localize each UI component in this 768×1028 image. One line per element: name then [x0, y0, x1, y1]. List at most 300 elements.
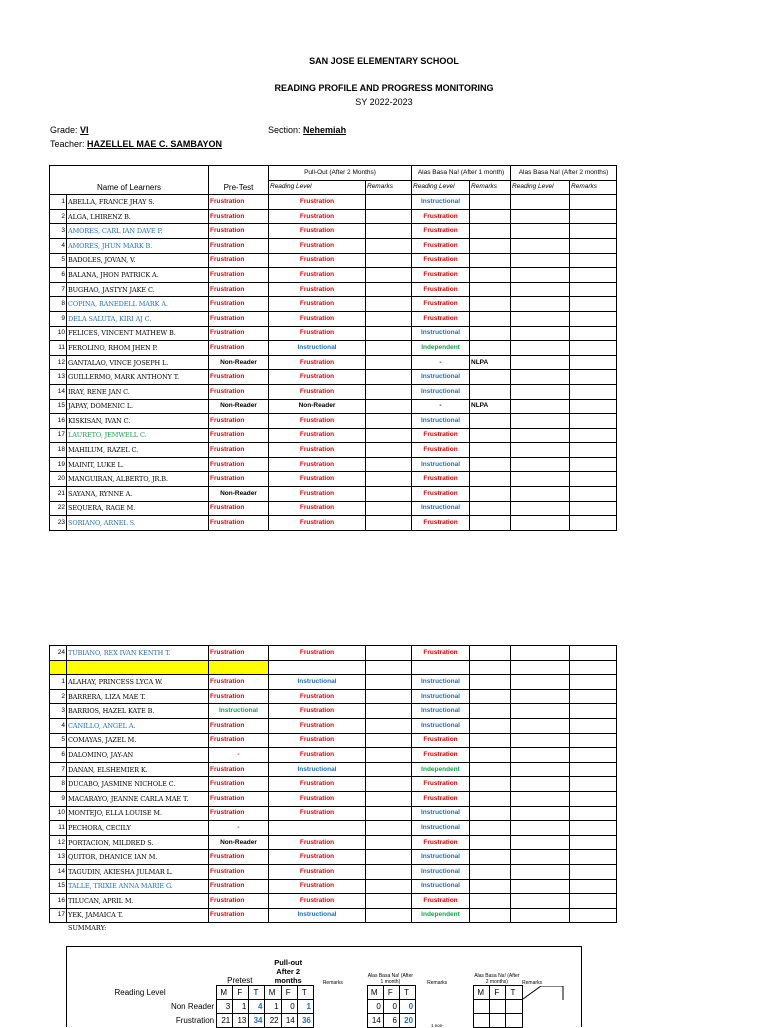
pullout-remarks: [366, 457, 412, 472]
header-abn1: Alas Basa Na! (After 1 month): [412, 166, 511, 181]
pullout-remarks: [366, 835, 412, 850]
abn2-level: [511, 675, 570, 690]
abn1-t: 20: [399, 1014, 415, 1028]
pullout-level: Frustration: [269, 311, 366, 326]
abn2-remarks: [570, 835, 617, 850]
pretest-level: Frustration: [209, 209, 269, 224]
abn1-remarks: [470, 457, 511, 472]
pullout-remarks: [366, 414, 412, 429]
abn1-remarks: [470, 224, 511, 239]
learner-name: KISKISAN, IVAN C.: [67, 414, 209, 429]
learner-number: 7: [50, 762, 67, 777]
teacher-value: HAZELLEL MAE C. SAMBAYON: [87, 139, 223, 149]
pretest-level: Frustration: [209, 777, 269, 792]
abn1-level: Instructional: [412, 689, 470, 704]
learner-number: 8: [50, 297, 67, 312]
abn2-level: [511, 238, 570, 253]
subheader-reading-level: Reading Level: [412, 180, 470, 195]
abn2-level: [511, 457, 570, 472]
abn1-level: Frustration: [412, 253, 470, 268]
learner-number: 6: [50, 748, 67, 763]
learner-name: BARRIOS, HAZEL KATE B.: [67, 704, 209, 719]
learner-row: [50, 253, 617, 268]
abn2-remarks: [570, 414, 617, 429]
learner-number: 3: [50, 224, 67, 239]
abn2-level: [511, 209, 570, 224]
abn2-remarks: [570, 908, 617, 923]
pullout-level: Frustration: [269, 748, 366, 763]
pullout-level: Frustration: [269, 689, 366, 704]
learner-row: [50, 370, 617, 385]
pullout-level: Frustration: [269, 487, 366, 502]
pullout-level: Frustration: [269, 704, 366, 719]
pretest-m: 21: [217, 1014, 233, 1028]
abn1-level: Frustration: [412, 472, 470, 487]
abn2-level: [511, 428, 570, 443]
pretest-level: Frustration: [209, 457, 269, 472]
learner-name: LAURETO, JEMWELL C.: [67, 428, 209, 443]
separator-cell: [412, 660, 470, 675]
abn1-level: Frustration: [412, 791, 470, 806]
abn1-level: Instructional: [412, 864, 470, 879]
abn2-level: [511, 718, 570, 733]
abn1-level: Instructional: [412, 370, 470, 385]
section-line: [268, 125, 346, 135]
abn1-remarks: [470, 879, 511, 894]
separator-cell: [366, 660, 412, 675]
pretest-level: Frustration: [209, 253, 269, 268]
abn2-level: [511, 370, 570, 385]
abn2-level: [511, 762, 570, 777]
pullout-level: Frustration: [269, 268, 366, 283]
abn2-level: [511, 516, 570, 531]
learner-row: [50, 399, 617, 414]
summary-t: T: [297, 986, 313, 1000]
pullout-level: Frustration: [269, 718, 366, 733]
pullout-level: Frustration: [269, 879, 366, 894]
pullout-remarks: [366, 370, 412, 385]
grade-line: [50, 125, 89, 135]
abn1-remarks: [470, 297, 511, 312]
pullout-level: Frustration: [269, 646, 366, 661]
learner-number: 12: [50, 835, 67, 850]
abn1-level: -: [412, 355, 470, 370]
teacher-line: [50, 139, 222, 149]
summary-pretest-head: Pretest: [227, 976, 253, 985]
summary-m: M: [474, 986, 490, 1000]
pullout-remarks: [366, 384, 412, 399]
pretest-level: Frustration: [209, 282, 269, 297]
learner-name: YEK, JAMAICA T.: [67, 908, 209, 923]
learner-row: [50, 355, 617, 370]
abn1-level: Frustration: [412, 428, 470, 443]
pullout-remarks: [366, 821, 412, 836]
abn1-remarks: [470, 370, 511, 385]
learner-number: 10: [50, 806, 67, 821]
learner-name: GUILLERMO, MARK ANTHONY T.: [67, 370, 209, 385]
learner-row: [50, 472, 617, 487]
learner-name: BARRERA, LIZA MAE T.: [67, 689, 209, 704]
abn2-level: [511, 894, 570, 909]
abn1-remarks: [470, 646, 511, 661]
abn2-level: [511, 472, 570, 487]
abn2-remarks: [570, 428, 617, 443]
learner-name: ABELLA, FRANCE JHAY S.: [67, 195, 209, 210]
abn2-remarks: [570, 209, 617, 224]
abn2-level: [511, 443, 570, 458]
learner-name: TALLE, TRIXIE ANNA MARIE G.: [67, 879, 209, 894]
pullout-t: 1: [297, 1000, 313, 1014]
pullout-level: Frustration: [269, 253, 366, 268]
learner-number: 5: [50, 253, 67, 268]
pretest-level: Frustration: [209, 762, 269, 777]
pretest-level: Frustration: [209, 689, 269, 704]
summary-reading-level-head: Reading Level: [114, 988, 166, 997]
abn2-remarks: [570, 777, 617, 792]
abn1-remarks: [470, 675, 511, 690]
pretest-level: Frustration: [209, 850, 269, 865]
summary-m: M: [367, 986, 383, 1000]
pullout-remarks: [366, 864, 412, 879]
pretest-f: 13: [233, 1014, 249, 1028]
abn1-level: Frustration: [412, 209, 470, 224]
learner-number: 17: [50, 428, 67, 443]
pretest-level: Frustration: [209, 384, 269, 399]
pullout-level: Non-Reader: [269, 399, 366, 414]
pullout-remarks: [366, 850, 412, 865]
summary-t: T: [399, 986, 415, 1000]
learner-number: 11: [50, 821, 67, 836]
pretest-f: 1: [233, 1000, 249, 1014]
learner-number: 19: [50, 457, 67, 472]
pretest-level: Frustration: [209, 806, 269, 821]
pullout-level: Instructional: [269, 908, 366, 923]
pretest-m: 3: [217, 1000, 233, 1014]
learner-name: DELA SALUTA, KIRI AJ C.: [67, 311, 209, 326]
learner-row: [50, 414, 617, 429]
header-name-of-learners: Name of Learners: [50, 166, 209, 195]
subheader-remarks: Remarks: [366, 180, 412, 195]
abn2-level: [511, 253, 570, 268]
abn1-remarks: [470, 428, 511, 443]
pretest-level: Instructional: [209, 704, 269, 719]
separator-row: [50, 660, 617, 675]
abn2-level: [511, 224, 570, 239]
pullout-level: Frustration: [269, 370, 366, 385]
learner-name: SEQUERA, RAGE M.: [67, 501, 209, 516]
abn1-level: Instructional: [412, 675, 470, 690]
abn1-level: Frustration: [412, 268, 470, 283]
learner-row: [50, 428, 617, 443]
summary-m: M: [265, 986, 281, 1000]
learner-row: [50, 209, 617, 224]
pullout-remarks: [366, 341, 412, 356]
learner-number: 5: [50, 733, 67, 748]
abn2-level: [511, 791, 570, 806]
pullout-level: Frustration: [269, 282, 366, 297]
learner-name: BADOLES, JOVAN, V.: [67, 253, 209, 268]
abn1-remarks: [470, 894, 511, 909]
abn2-remarks: [570, 457, 617, 472]
pullout-level: Frustration: [269, 457, 366, 472]
abn2-level: [511, 297, 570, 312]
learner-number: 11: [50, 341, 67, 356]
pullout-remarks: [366, 646, 412, 661]
pullout-level: Frustration: [269, 850, 366, 865]
learner-name: SORIANO, ARNEL S.: [67, 516, 209, 531]
pretest-t: 4: [249, 1000, 265, 1014]
pullout-level: Frustration: [269, 864, 366, 879]
abn2-level: [511, 864, 570, 879]
learner-number: 15: [50, 399, 67, 414]
learner-row: [50, 516, 617, 531]
pullout-remarks: [366, 238, 412, 253]
school-name: SAN JOSE ELEMENTARY SCHOOL: [309, 56, 459, 66]
learner-name: IRAY, RENE JAN C.: [67, 384, 209, 399]
pullout-level: Frustration: [269, 516, 366, 531]
abn1-remarks: [470, 704, 511, 719]
summary-t: T: [249, 986, 265, 1000]
abn2-level: [511, 311, 570, 326]
abn2-level: [511, 777, 570, 792]
learner-name: JAPAY, DOMENIC L.: [67, 399, 209, 414]
pretest-level: -: [209, 821, 269, 836]
grade-value: VI: [80, 125, 89, 135]
abn1-level: Frustration: [412, 487, 470, 502]
learner-row: [50, 384, 617, 399]
learner-number: 2: [50, 209, 67, 224]
summary-t: T: [506, 986, 522, 1000]
pretest-level: Frustration: [209, 224, 269, 239]
separator-cell: [511, 660, 570, 675]
learner-row: [50, 791, 617, 806]
learner-row: [50, 850, 617, 865]
section-value: Nehemiah: [303, 125, 347, 135]
abn1-level: Instructional: [412, 457, 470, 472]
abn1-level: Independent: [412, 908, 470, 923]
learner-name: COMAYAS, JAZEL M.: [67, 733, 209, 748]
learner-name: SAYANA, RYNNE A.: [67, 487, 209, 502]
pretest-level: Frustration: [209, 646, 269, 661]
abn2-level: [511, 501, 570, 516]
pretest-level: Frustration: [209, 879, 269, 894]
abn1-remarks: [470, 487, 511, 502]
summary-f: F: [383, 986, 399, 1000]
summary-row: [66, 1000, 576, 1014]
abn1-remarks: [470, 689, 511, 704]
summary-table: [66, 958, 576, 1028]
learner-number: 4: [50, 238, 67, 253]
abn1-level: Instructional: [412, 718, 470, 733]
pretest-t: 34: [249, 1014, 265, 1028]
learner-name: CANILLO, ANGEL A.: [67, 718, 209, 733]
abn1-level: Frustration: [412, 748, 470, 763]
abn2-t: [506, 1000, 522, 1014]
learner-row: [50, 762, 617, 777]
summary-abn1-head: Alas Basa Na! (After 1 month): [367, 973, 414, 985]
pretest-level: Frustration: [209, 297, 269, 312]
summary-f: F: [281, 986, 297, 1000]
pullout-remarks: [366, 806, 412, 821]
abn1-remarks: NLPA: [470, 399, 511, 414]
school-year: SY 2022-2023: [355, 97, 413, 107]
abn1-remarks: [470, 718, 511, 733]
learner-number: 16: [50, 414, 67, 429]
abn2-remarks: [570, 297, 617, 312]
pretest-level: Non-Reader: [209, 835, 269, 850]
abn1-level: Instructional: [412, 806, 470, 821]
pullout-level: Frustration: [269, 428, 366, 443]
pullout-remarks: [366, 501, 412, 516]
abn1-remarks: [470, 268, 511, 283]
pretest-level: Frustration: [209, 268, 269, 283]
abn1-level: Independent: [412, 341, 470, 356]
abn1-level: Frustration: [412, 297, 470, 312]
pullout-level: Frustration: [269, 238, 366, 253]
abn1-remarks: [470, 326, 511, 341]
pullout-level: Frustration: [269, 195, 366, 210]
learner-row: [50, 879, 617, 894]
learner-row: [50, 457, 617, 472]
pullout-remarks: [366, 282, 412, 297]
learner-row: [50, 311, 617, 326]
learner-number: 1: [50, 675, 67, 690]
pullout-remarks: [366, 791, 412, 806]
section-label: Section:: [268, 125, 301, 135]
spacer: [461, 1014, 474, 1028]
abn1-remarks: [470, 414, 511, 429]
abn1-remarks: [470, 908, 511, 923]
abn2-level: [511, 399, 570, 414]
separator-cell: [67, 660, 209, 675]
pretest-level: Non-Reader: [209, 487, 269, 502]
pullout-remarks: [366, 311, 412, 326]
learner-name: ALGA, LHIRENZ B.: [67, 209, 209, 224]
pretest-level: Frustration: [209, 733, 269, 748]
abn1-remarks: NLPA: [470, 355, 511, 370]
learner-number: 17: [50, 908, 67, 923]
abn1-level: Frustration: [412, 282, 470, 297]
abn2-level: [511, 908, 570, 923]
abn1-remarks: [470, 311, 511, 326]
pretest-level: Frustration: [209, 516, 269, 531]
pretest-level: Frustration: [209, 443, 269, 458]
teacher-label: Teacher:: [50, 139, 85, 149]
pullout-remarks: [366, 399, 412, 414]
summary-label: SUMMARY:: [68, 924, 107, 932]
abn2-level: [511, 326, 570, 341]
learner-name: FEROLINO, RHOM JHEN P.: [67, 341, 209, 356]
learner-row: [50, 282, 617, 297]
learner-row: [50, 704, 617, 719]
abn1-level: Instructional: [412, 384, 470, 399]
learner-row: [50, 268, 617, 283]
abn1-remarks: [470, 238, 511, 253]
pullout-remarks: [366, 894, 412, 909]
subheader-remarks: Remarks: [470, 180, 511, 195]
abn2-level: [511, 384, 570, 399]
subheader-remarks: Remarks: [570, 180, 617, 195]
abn2-remarks: [570, 675, 617, 690]
pullout-level: Frustration: [269, 326, 366, 341]
learner-name: MONTEJO, ELLA LOUISE M.: [67, 806, 209, 821]
abn2-remarks: [570, 384, 617, 399]
summary-f: F: [490, 986, 506, 1000]
pretest-level: -: [209, 748, 269, 763]
summary-remarks-head: Remarks: [427, 979, 448, 986]
pullout-level: Frustration: [269, 472, 366, 487]
pullout-remarks: [366, 675, 412, 690]
learner-row: [50, 224, 617, 239]
pullout-remarks: [366, 748, 412, 763]
learner-number: 18: [50, 443, 67, 458]
abn1-remarks: [470, 341, 511, 356]
abn1-level: Instructional: [412, 850, 470, 865]
learner-row: [50, 835, 617, 850]
abn2-level: [511, 282, 570, 297]
pullout-level: Frustration: [269, 209, 366, 224]
pretest-level: Frustration: [209, 791, 269, 806]
learner-number: 21: [50, 487, 67, 502]
learner-number: 7: [50, 282, 67, 297]
abn1-remarks: [470, 806, 511, 821]
abn2-remarks: [570, 791, 617, 806]
abn1-level: Instructional: [412, 326, 470, 341]
summary-f: F: [233, 986, 249, 1000]
abn1-remarks: [470, 777, 511, 792]
spacer: [354, 1014, 367, 1028]
learner-name: MAHILUM, RAZEL C.: [67, 443, 209, 458]
learner-name: TILUCAN, APRIL M.: [67, 894, 209, 909]
abn2-level: [511, 821, 570, 836]
abn1-level: Instructional: [412, 879, 470, 894]
pullout-level: [269, 821, 366, 836]
abn1-level: Instructional: [412, 501, 470, 516]
abn1-m: 14: [367, 1014, 383, 1028]
abn1-remarks: [470, 516, 511, 531]
abn2-remarks: [570, 224, 617, 239]
pretest-level: Frustration: [209, 718, 269, 733]
pullout-remarks: [366, 879, 412, 894]
learner-row: [50, 646, 617, 661]
abn1-remarks: [470, 762, 511, 777]
abn2-remarks: [570, 253, 617, 268]
summary-level: Frustration: [175, 1016, 215, 1025]
learner-number: 8: [50, 777, 67, 792]
learner-number: 15: [50, 879, 67, 894]
abn2-remarks: [570, 850, 617, 865]
separator-cell: [570, 660, 617, 675]
pullout-remarks: [366, 487, 412, 502]
pretest-level: Non-Reader: [209, 355, 269, 370]
pullout-level: Frustration: [269, 384, 366, 399]
header-pretest: Pre-Test: [209, 166, 269, 195]
pretest-level: Frustration: [209, 414, 269, 429]
learner-number: 2: [50, 689, 67, 704]
learner-name: BALANA, JHON PATRICK A.: [67, 268, 209, 283]
abn1-remarks: [470, 195, 511, 210]
pullout-level: Frustration: [269, 501, 366, 516]
abn2-level: [511, 689, 570, 704]
summary-diagonal-cell: [522, 986, 576, 1000]
abn2-f: [490, 1014, 506, 1028]
summary-m: M: [217, 986, 233, 1000]
abn2-level: [511, 195, 570, 210]
abn2-level: [511, 414, 570, 429]
learner-row: [50, 894, 617, 909]
summary-remarks-head: Remarks: [322, 979, 343, 986]
abn2-remarks: [570, 443, 617, 458]
